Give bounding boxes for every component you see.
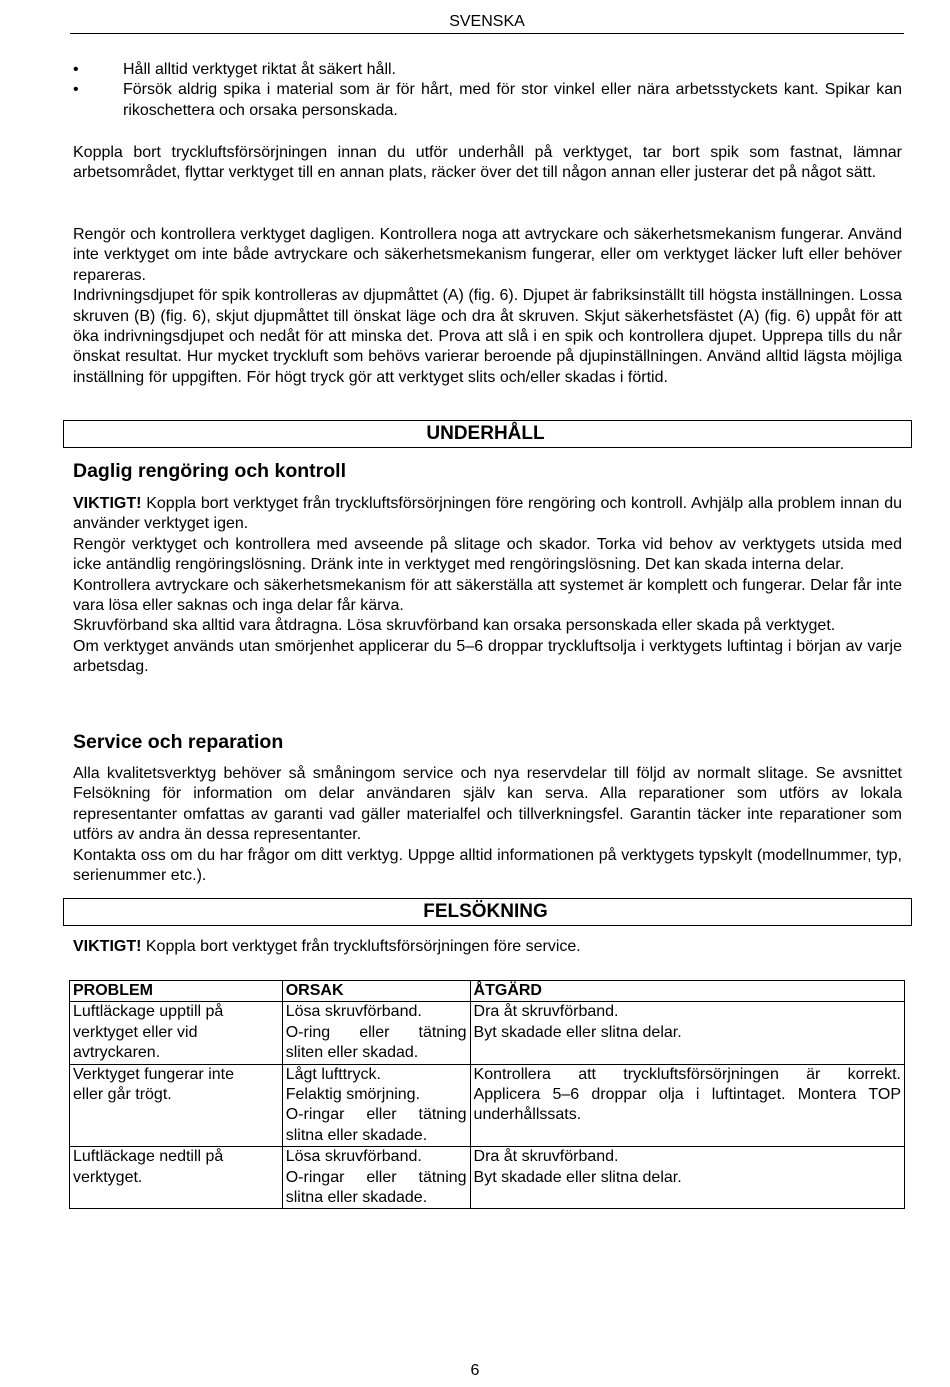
problem-cell: Verktyget fungerar inte eller går trögt.	[70, 1064, 283, 1147]
bullet-icon: •	[73, 61, 79, 78]
problem-cell: Luftläckage upptill på verktyget eller vid avtryckaren.	[70, 1002, 283, 1064]
service-paragraph: Kontakta oss om du har frågor om ditt verktyg. Uppge alltid informationen på verktygets typskylt (modellnummer, typ, serienummer etc.).	[73, 846, 902, 885]
list-item: • Försök aldrig spika i material som är för hårt, med för stor vinkel eller nära arbetsstyckets kant. Spikar kan rikoschettera och orsaka personskada.	[73, 81, 902, 119]
daily-check-paragraphs	[73, 225, 902, 388]
maintenance-body	[73, 494, 902, 678]
safety-bullet-list	[73, 60, 902, 121]
disconnect-paragraph: Koppla bort tryckluftsförsörjningen innan du utför underhåll på verktyget, tar bort spik som fastnat, lämnar arbetsområdet, flyttar verktyget till en annan plats, räcker över det till någon annan eller justerar det på något sätt.	[73, 144, 902, 182]
remedy-cell: Dra åt skruvförband. Byt skadade eller slitna delar.	[470, 1147, 904, 1209]
table-row	[70, 1002, 905, 1064]
table-header-row	[70, 981, 905, 1002]
table-row	[70, 1147, 905, 1209]
important-label: VIKTIGT!	[73, 495, 142, 512]
clean-daily-paragraph: Rengör och kontrollera verktyget dagligen. Kontrollera noga att avtryckare och säkerhetsmekanism fungerar. Använd inte verktyget om inte både avtryckare och säkerhetsmekanism fungerar, eller om verktyget läcker luft eller behöver repareras.	[73, 226, 902, 284]
service-heading: Service och reparation	[73, 731, 284, 753]
cause-cell: Lösa skruvförband. O-ring eller tätning sliten eller skadad.	[282, 1002, 470, 1064]
remedy-cell: Kontrollera att tryckluftsförsörjningen är korrekt. Applicera 5–6 droppar olja i luftintaget. Montera TOP underhållssats.	[470, 1064, 904, 1147]
maintenance-paragraph: Kontrollera avtryckare och säkerhetsmekanism för att säkerställa att systemet är komplett och fungerar. Delar får inte vara lösa eller saknas och inga delar får kärva.	[73, 576, 902, 615]
cause-cell: Lågt lufttryck. Felaktig smörjning. O-ringar eller tätning slitna eller skadade.	[282, 1064, 470, 1147]
troubleshooting-important-note: VIKTIGT! Koppla bort verktyget från tryckluftsförsörjningen före service.	[73, 938, 581, 955]
list-item: • Håll alltid verktyget riktat åt säkert håll.	[73, 60, 902, 80]
bullet-icon: •	[73, 81, 79, 99]
maintenance-section-title: UNDERHÅLL	[63, 420, 912, 448]
column-header-remedy: ÅTGÄRD	[470, 981, 904, 1002]
problem-cell: Luftläckage nedtill på verktyget.	[70, 1147, 283, 1209]
important-label: VIKTIGT!	[73, 938, 142, 955]
column-header-cause: ORSAK	[282, 981, 470, 1002]
service-paragraph: Alla kvalitetsverktyg behöver så småningom service och nya reservdelar till följd av normalt slitage. Se avsnittet Felsökning för information om delar användaren själv kan serva. Alla reparationer som utförs av lokala representanter omfattas av garanti vad gäller materialfel och tillverkningsfel. Garantin täcker inte reparationer som utförs av andra än dessa representanter.	[73, 765, 902, 844]
column-header-problem: PROBLEM	[70, 981, 283, 1002]
language-header: SVENSKA	[70, 12, 904, 34]
maintenance-paragraph: Rengör verktyget och kontrollera med avseende på slitage och skador. Torka vid behov av verktygets utsida med icke antändlig rengöringslösning. Dränk inte in verktyget med rengöringslösning. Det kan skada interna delar.	[73, 535, 902, 574]
service-body	[73, 764, 902, 886]
daily-cleaning-heading: Daglig rengöring och kontroll	[73, 460, 346, 482]
depth-paragraph: Indrivningsdjupet för spik kontrolleras av djupmåttet (A) (fig. 6). Djupet är fabriksinställt till högsta inställningen. Lossa skruven (B) (fig. 6), skjut djupmåttet till önskat läge och dra åt skruven. Skjut säkerhetsfästet (A) (fig. 6) uppåt för att öka indrivningsdjupet och nedåt för att minska det. Prova att slå i en spik och kontrollera djupet. Upprepa tills du når önskat resultat. Hur mycket tryckluft som behövs varierar beroende på djupinställningen. Använd alltid lägsta möjliga inställning för uppgiften. För högt tryck gör att verktyget slits och/eller skadas i förtid.	[73, 287, 902, 386]
remedy-cell: Dra åt skruvförband. Byt skadade eller slitna delar.	[470, 1002, 904, 1064]
cause-cell: Lösa skruvförband. O-ringar eller tätning slitna eller skadade.	[282, 1147, 470, 1209]
table-row	[70, 1064, 905, 1147]
page-number: 6	[470, 1362, 480, 1379]
maintenance-important-note: VIKTIGT! Koppla bort verktyget från tryckluftsförsörjningen före rengöring och kontroll. Avhjälp alla problem innan du använder verktyget igen.	[73, 495, 902, 533]
maintenance-paragraph: Skruvförband ska alltid vara åtdragna. Lösa skruvförband kan orsaka personskada eller skada på verktyget.	[73, 617, 836, 635]
troubleshooting-section-title: FELSÖKNING	[63, 898, 912, 926]
maintenance-paragraph: Om verktyget används utan smörjenhet applicerar du 5–6 droppar tryckluftsolja i verktygets luftintag i början av varje arbetsdag.	[73, 637, 902, 676]
troubleshooting-table	[69, 980, 905, 1209]
